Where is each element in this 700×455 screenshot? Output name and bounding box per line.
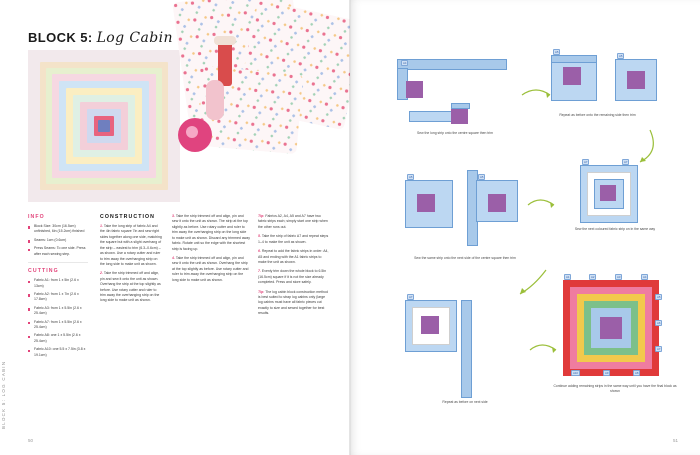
info-heading: INFO (28, 214, 45, 220)
step (258, 234, 330, 245)
diagram-caption: Sew the same strip onto the next side of the centre square then trim (414, 256, 516, 260)
list-item: Block Size: 30cm (16.5cm) unfinished, 6in (15.2cm) finished (28, 224, 88, 235)
fabric-label: A5 (480, 175, 484, 179)
step-text: Take the strip of fabric A7 and repeat steps 1–4 to make the unit as shown. (258, 234, 329, 244)
running-head: BLOCK 5: LOG CABIN (1, 360, 6, 429)
list-item: Fabric A7: from 1 x 5.5in (2.6 x 25.4cm) (28, 320, 88, 331)
quilt-block-photo (28, 50, 180, 202)
step-text: Evenly trim down the whole block to 6.5in (16.5cm) square if it is not the size already completed. Press and store safely. (258, 269, 327, 285)
tip-text: The log cabin block construction method is best suited to strap log cabins only (large log cabins must have all fabric pieces cut exactly to size and sewed together for best results. (258, 289, 328, 316)
page-title (28, 30, 173, 46)
diagram-caption: Sew the long strip onto the centre square then trim (417, 131, 493, 135)
fabric-label: A9 (605, 371, 609, 375)
quilt-illustration (40, 62, 168, 190)
step-number: 7. (258, 269, 261, 274)
step (100, 271, 162, 304)
fabric-label: A8 (635, 371, 639, 375)
diagram-caption: Sew the next coloured fabric strip on in the same way (574, 227, 656, 231)
step-text: Take the strip trimmed off and align, pin and sew it onto the unit as shown. The strip at the top slightly as before. Use rotary cutter and ruler to trim away the overhanging strip on the long side to make unit as shown. Discard any trimmed away fabric. Rotate unit so the edge with the shortest strip is facing up. (172, 214, 251, 251)
step-number: 4. (172, 255, 175, 260)
fabric-label: A2 (591, 275, 595, 279)
info-section (28, 214, 88, 361)
step (100, 224, 162, 267)
list-item: Press Seams: To one side. Press after each sewing step. (28, 246, 88, 257)
tip (258, 290, 330, 317)
fabric-label: A7 (409, 295, 413, 299)
page-title-prefix: BLOCK 5: (28, 30, 93, 45)
tip-label: Tip: (258, 214, 265, 218)
tip-label: Tip: (258, 289, 265, 294)
cutting-list (28, 278, 88, 358)
fabric-label: A3 (617, 275, 621, 279)
construction-col2 (172, 214, 250, 287)
list-item: Fabric A10: one 5.5 x 7.5in (3.8 x 19.1cm) (28, 347, 88, 358)
tip-text: Fabrics A2, A4, A5 and A7 have two fabric strips each; simply start one strip when the other runs out. (258, 214, 328, 229)
step-number: 1. (100, 224, 103, 228)
list-item: Seams: 1cm (0.6cm) (28, 238, 88, 243)
step (172, 214, 250, 252)
diagram-caption: Repeat as before on next side (442, 400, 488, 404)
page-gutter (349, 0, 351, 455)
step-text: Take the long strip of fabric A4 and the 4in fabric square 7in and sew right sides together along one side, matching the square but with a slight overhang of the strip – easiest to trim (6.3–0.6cm) – as shown. Use a rotary cutter and ruler to trim away the overhanging strip on the long side to make unit as shown. (100, 224, 162, 266)
right-page (350, 0, 700, 455)
page-number-left: 50 (28, 438, 34, 443)
step (258, 249, 330, 265)
construction-col3 (258, 214, 330, 321)
fabric-collage-photo (170, 0, 350, 215)
page-title-script: Log Cabin (96, 30, 173, 46)
fabric-label: A6 (657, 321, 661, 325)
page-number-right: 51 (672, 438, 678, 443)
step-number: 2. (100, 271, 103, 276)
flow-arrows (350, 0, 700, 455)
fabric-label: A7 (657, 347, 661, 351)
info-list (28, 224, 88, 257)
fabric-label: A7 (584, 160, 588, 164)
step-text: Repeat to add the fabric strips in order: A4, A5 and ending with the A1 fabric strips to make the unit as shown. (258, 249, 329, 264)
list-item: Fabric A2: from 1 x 7in (2.6 x 17.8cm) (28, 292, 88, 303)
construction-heading: CONSTRUCTION (100, 214, 155, 220)
step-number: 6. (258, 249, 261, 254)
divider (28, 262, 88, 263)
diagram-caption: Repeat as before onto the remaining side then trim (559, 113, 636, 117)
tip (258, 214, 330, 230)
step-number: 3. (172, 214, 175, 218)
fabric-label: A7 (624, 160, 628, 164)
fabric-label: A4 (643, 275, 647, 279)
list-item: Fabric A1: from 1 x 5in (2.6 x 13cm) (28, 278, 88, 289)
step (172, 256, 250, 283)
step-text: Take the strip trimmed off and align, pin and sew it onto the unit as shown. Overhang the strip at the top slightly as before. Use rotary cutter and ruler to trim away the overhanging strip on the long side to make unit as shown. (100, 271, 161, 303)
fabric-label: A10 (573, 371, 578, 375)
diagram-caption: Continue adding remaining strips in the same way until you have the final block as shown (553, 384, 677, 394)
cutting-heading: CUTTING (28, 268, 59, 275)
list-item: Fabric A3: from 1 x 5.5in (2.6 x 25.4cm) (28, 306, 88, 317)
step-number: 5. (258, 234, 261, 239)
list-item: Fabric A8: one 1 x 5.5in (2.6 x 25.4cm) (28, 333, 88, 344)
construction-section (100, 214, 162, 308)
fabric-label: A5 (657, 295, 661, 299)
construction-steps-col1 (100, 224, 162, 304)
fabric-label: A4 (403, 61, 407, 65)
fabric-label: A1 (566, 275, 570, 279)
step-text: Take the strip trimmed off and align, pin and sew it onto the unit as shown. Overhang the strip at the top slightly as before. Use rotary cutter and ruler to trim away the overhanging strip on the long side to make unit as shown. (172, 255, 249, 282)
step (258, 269, 330, 285)
fabric-label: A5 (409, 175, 413, 179)
fabric-label: A5 (555, 50, 559, 54)
fabric-label: A5 (619, 54, 623, 58)
